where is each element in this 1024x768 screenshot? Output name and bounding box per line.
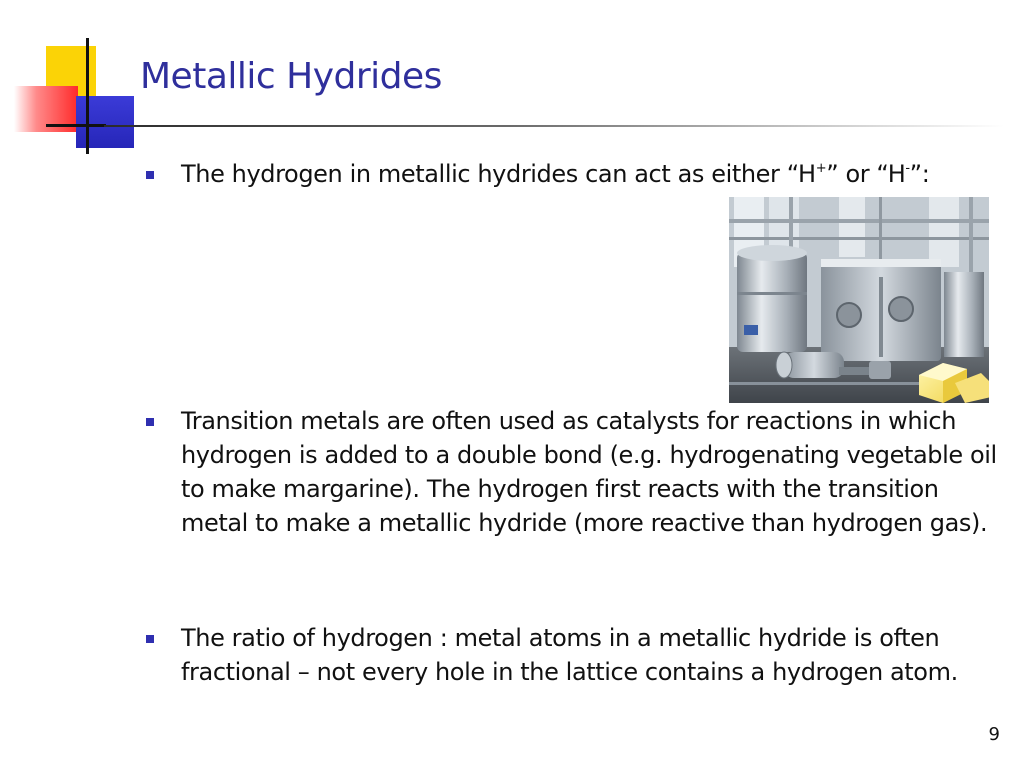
decor-blue-square [76, 96, 134, 148]
decor-vertical-line [86, 38, 89, 154]
superscript-plus: + [815, 161, 827, 176]
title-underline [104, 125, 1004, 127]
bullet-marker [146, 171, 154, 179]
factory-photo [729, 197, 989, 403]
slide-title: Metallic Hydrides [140, 56, 442, 97]
page-number: 9 [988, 724, 1000, 745]
bullet-marker [146, 418, 154, 426]
bullet-marker [146, 635, 154, 643]
bullet-text-2: Transition metals are often used as catalysts for reactions in which hydrogen is added to a double bond (e.g. hydrogenating vegetable oil to make margarine). The hydrogen first reacts with the transition metal to make a metallic hydride (more reactive than hydrogen gas). [181, 407, 997, 537]
bullet-text-1 [181, 157, 1011, 191]
bullet-1-text-mid: ” or “H [826, 160, 906, 188]
decor-horizontal-line [46, 124, 106, 127]
margarine-factory-image [729, 197, 989, 403]
superscript-minus: - [905, 161, 910, 176]
bullet-1-text-after: ”: [909, 160, 930, 188]
bullet-text-3: The ratio of hydrogen : metal atoms in a metallic hydride is often fractional – not every hole in the lattice contains a hydrogen atom. [181, 624, 958, 686]
bullet-1-text-before: The hydrogen in metallic hydrides can act as either “H [181, 160, 816, 188]
slide-decoration [0, 0, 140, 160]
